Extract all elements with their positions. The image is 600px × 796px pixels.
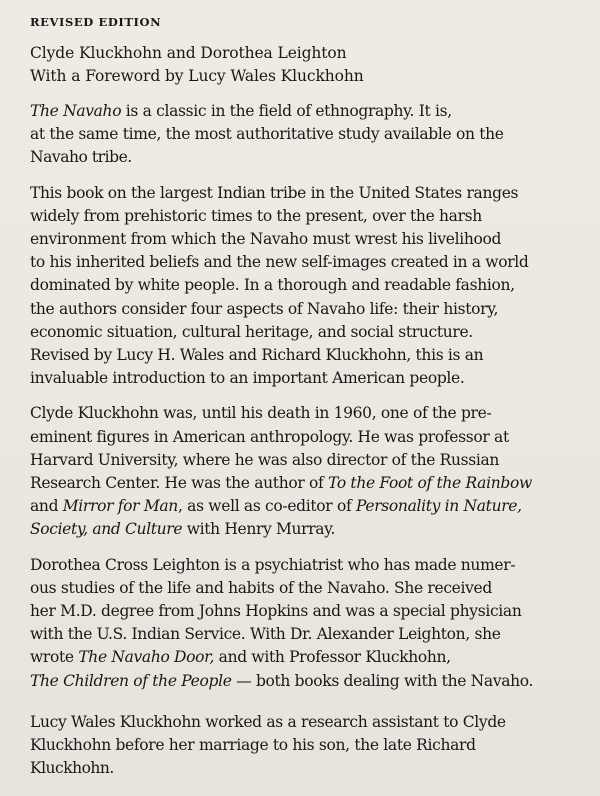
dorothea-bio-line-1: Dorothea Cross Leighton is a psychiatrist who has made numer- [30, 555, 516, 574]
dorothea-bio-line-4: with the U.S. Indian Service. With Dr. Alexander Leighton, she [30, 625, 501, 644]
lucy-bio-line: Kluckhohn. [30, 759, 114, 778]
dorothea-bio-paragraph [30, 554, 588, 693]
clyde-bio-paragraph [30, 402, 588, 541]
clyde-bio-text: and [30, 497, 63, 516]
intro-line-2: at the same time, the most authoritative study available on the [30, 125, 504, 144]
description-line: to his inherited beliefs and the new self-images created in a world [30, 253, 529, 272]
dorothea-bio-line-6 [30, 670, 588, 693]
description-line: the authors consider four aspects of Navaho life: their history, [30, 299, 499, 318]
book-title: Mirror for Man [62, 497, 178, 516]
dorothea-bio-line-2: ous studies of the life and habits of the Navaho. She received [30, 578, 492, 597]
dorothea-bio-line-3: her M.D. degree from Johns Hopkins and was a special physician [30, 602, 522, 621]
dorothea-bio-text: — both books dealing with the Navaho. [231, 671, 534, 690]
book-title: Society, and Culture [30, 520, 183, 539]
clyde-bio-text: Research Center. He was the author of [30, 474, 329, 493]
book-title: To the Foot of the Rainbow [328, 474, 532, 493]
intro-line-1 [30, 100, 588, 123]
lucy-bio-paragraph [30, 711, 588, 781]
description-line: invaluable introduction to an important American people. [30, 369, 465, 388]
foreword-line: With a Foreword by Lucy Wales Kluckhohn [30, 67, 364, 85]
intro-line-3: Navaho tribe. [30, 148, 132, 167]
description-line: economic situation, cultural heritage, and social structure. [30, 322, 473, 341]
clyde-bio-line-4 [30, 472, 588, 495]
clyde-bio-line-2: eminent figures in American anthropology. He was professor at [30, 427, 509, 446]
description-line: widely from prehistoric times to the present, over the harsh [30, 206, 482, 225]
dorothea-bio-text: wrote [30, 648, 79, 667]
clyde-bio-line-6 [30, 518, 588, 541]
clyde-bio-text: , as well as co-editor of [177, 497, 356, 516]
book-title: The Navaho [30, 102, 122, 120]
clyde-bio-line-5 [30, 495, 588, 518]
description-line: dominated by white people. In a thorough and readable fashion, [30, 276, 515, 295]
lucy-bio-line: Kluckhohn before her marriage to his son, the late Richard [30, 736, 476, 755]
book-title: The Navaho Door, [78, 648, 215, 667]
description-line: Revised by Lucy H. Wales and Richard Kluckhohn, this is an [30, 346, 484, 365]
intro-line-1-text: is a classic in the field of ethnography. It is, [121, 102, 452, 120]
dorothea-bio-line-5 [30, 646, 588, 669]
author-block [30, 42, 588, 88]
dorothea-bio-text: and with Professor Kluckhohn, [214, 648, 451, 667]
book-title: Personality in Nature, [355, 497, 522, 516]
book-title: The Children of the People [30, 671, 232, 690]
clyde-bio-line-1: Clyde Kluckhohn was, until his death in 1960, one of the pre- [30, 404, 492, 423]
intro-paragraph [30, 100, 588, 170]
clyde-bio-text: with Henry Murray. [182, 520, 336, 539]
edition-label: REVISED EDITION [30, 15, 162, 29]
description-paragraph [30, 182, 588, 391]
clyde-bio-line-3: Harvard University, where he was also director of the Russian [30, 450, 500, 469]
description-line: environment from which the Navaho must wrest his livelihood [30, 230, 502, 249]
lucy-bio-line: Lucy Wales Kluckhohn worked as a research assistant to Clyde [30, 712, 506, 731]
authors-line: Clyde Kluckhohn and Dorothea Leighton [30, 44, 347, 62]
description-line: This book on the largest Indian tribe in the United States ranges [30, 183, 519, 202]
